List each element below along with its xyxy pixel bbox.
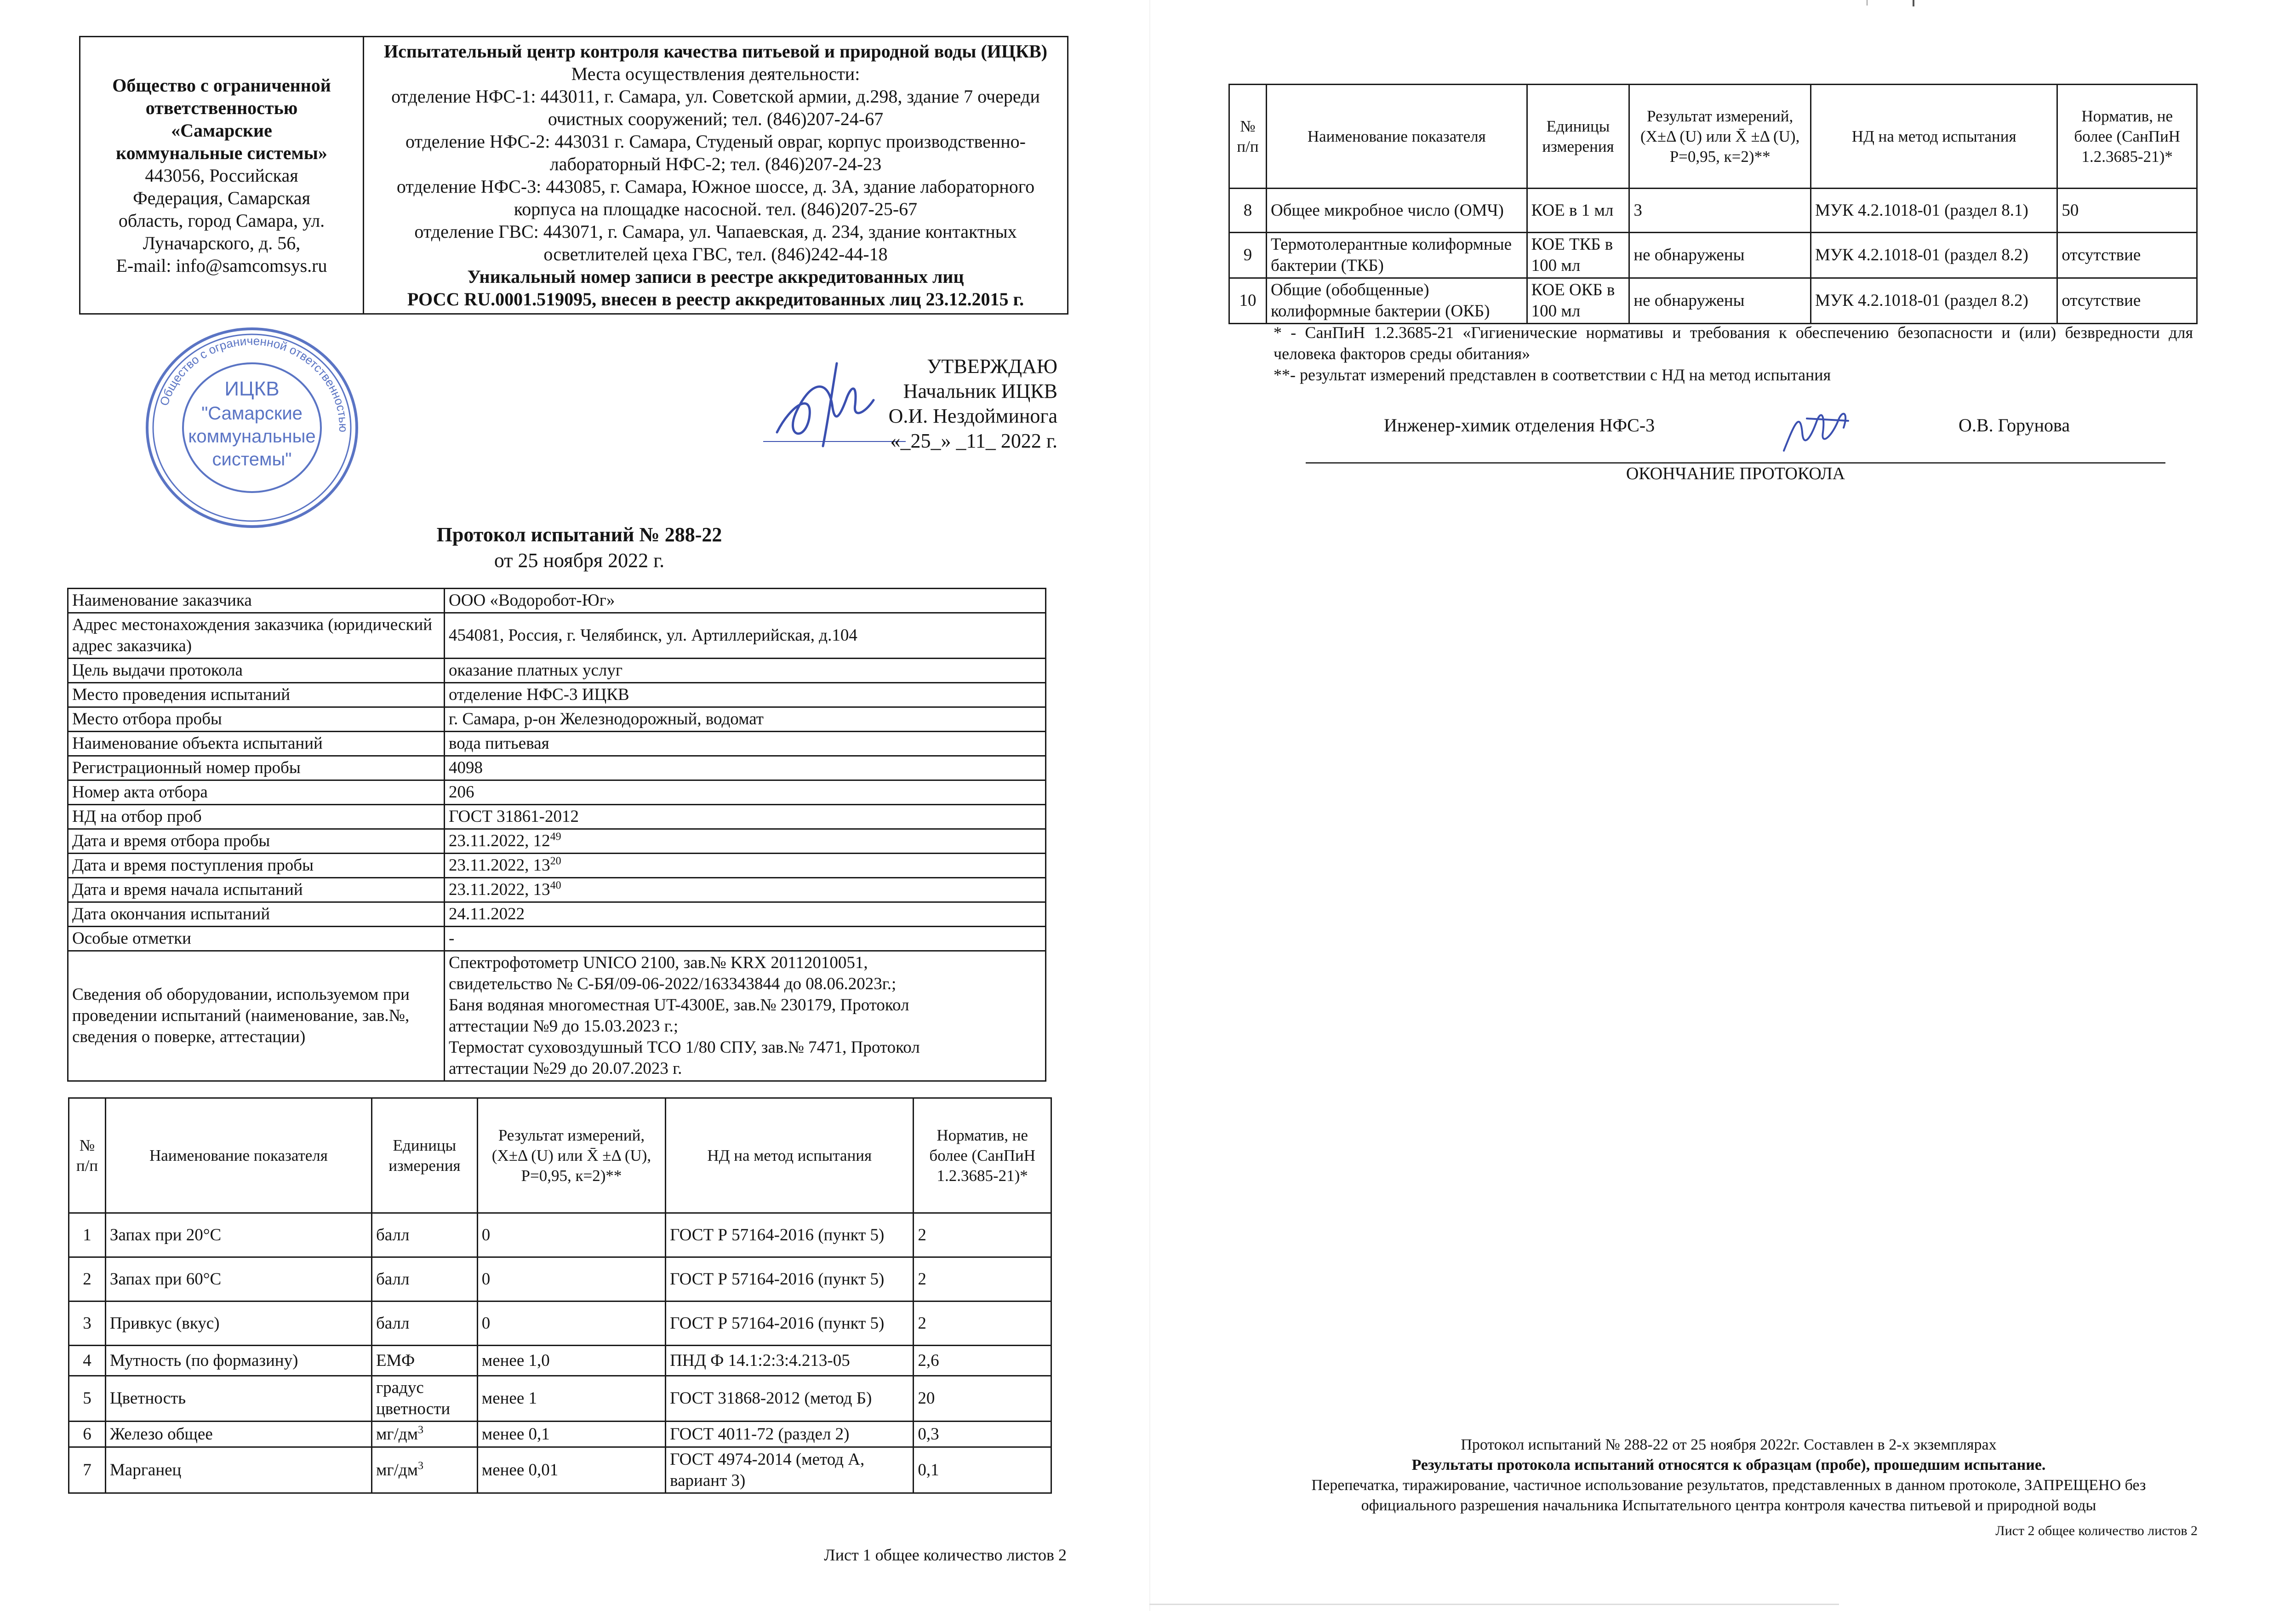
row-num: 8 xyxy=(1229,189,1267,233)
time-minutes: 40 xyxy=(550,879,561,892)
row-name: Железо общее xyxy=(105,1422,371,1447)
row-num: 9 xyxy=(1229,233,1267,278)
info-key: Дата и время отбора пробы xyxy=(68,829,445,854)
info-value: оказание платных услуг xyxy=(445,659,1046,683)
organization-cell xyxy=(80,37,364,314)
info-key: Наименование объекта испытаний xyxy=(68,732,445,756)
unit-text: мг/дм xyxy=(376,1460,418,1479)
footnote-result: **- результат измерений представлен в соответствии с НД на метод испытания xyxy=(1274,366,1831,384)
info-key: Цель выдачи протокола xyxy=(68,659,445,683)
info-key: Дата окончания испытаний xyxy=(68,902,445,927)
info-value-text: 23.11.2022, 12 xyxy=(449,831,550,850)
info-key: Адрес местонахождения заказчика (юридический адрес заказчика) xyxy=(68,613,445,659)
row-method: ГОСТ 4011-72 (раздел 2) xyxy=(666,1422,914,1447)
row-name: Общее микробное число (ОМЧ) xyxy=(1266,189,1527,233)
org-line: Общество с ограниченной xyxy=(112,75,331,96)
result-row xyxy=(69,1447,1051,1493)
sample-info-table xyxy=(67,588,1046,1082)
row-name: Привкус (вкус) xyxy=(105,1301,371,1346)
info-value xyxy=(445,878,1046,902)
col-unit: Единицы измерения xyxy=(1527,85,1629,189)
col-norm: Норматив, не более (СанПиН 1.2.3685-21)* xyxy=(914,1098,1051,1213)
info-row xyxy=(68,805,1046,829)
row-num: 5 xyxy=(69,1376,106,1422)
engineer-role: Инженер-химик отделения НФС-3 xyxy=(1384,415,1655,436)
unit-power: 3 xyxy=(418,1460,424,1472)
row-name: Запах при 20°С xyxy=(105,1213,371,1257)
organization-header xyxy=(79,36,1068,315)
row-num: 2 xyxy=(69,1257,106,1301)
footnotes xyxy=(1274,322,2193,385)
row-method: ГОСТ Р 57164-2016 (пункт 5) xyxy=(666,1257,914,1301)
info-row xyxy=(68,589,1046,613)
org-line: область, город Самара, ул. xyxy=(118,210,325,231)
row-norm: 0,3 xyxy=(914,1422,1051,1447)
row-result: менее 0,1 xyxy=(477,1422,665,1447)
fold-line xyxy=(1149,0,1150,1611)
center-line: корпуса на площадке насосной. тел. (846)207-25-67 xyxy=(514,199,918,219)
org-line: Луначарского, д. 56, xyxy=(143,232,301,253)
row-unit: балл xyxy=(371,1257,477,1301)
row-num: 7 xyxy=(69,1447,106,1493)
row-method: МУК 4.2.1018-01 (раздел 8.1) xyxy=(1811,189,2057,233)
stamp-center-text: "Самарские xyxy=(201,403,303,424)
center-line: отделение НФС-2: 443031 г. Самара, Студеный овраг, корпус производственно- xyxy=(406,131,1026,152)
protocol-title-block xyxy=(322,522,837,573)
equipment-line: Термостат суховоздушный ТСО 1/80 СПУ, зав.№ 7471, Протокол xyxy=(449,1038,920,1057)
info-value: 4098 xyxy=(445,756,1046,780)
signature-stroke xyxy=(1784,414,1848,451)
info-key: Регистрационный номер пробы xyxy=(68,756,445,780)
row-result: 0 xyxy=(477,1213,665,1257)
approval-line: УТВЕРЖДАЮ xyxy=(927,355,1057,378)
result-row xyxy=(69,1346,1051,1376)
results-header-row xyxy=(1229,85,2197,189)
info-key: Номер акта отбора xyxy=(68,780,445,805)
row-num: 10 xyxy=(1229,278,1267,324)
equipment-line: аттестации №9 до 15.03.2023 г.; xyxy=(449,1017,679,1036)
row-norm: 2 xyxy=(914,1301,1051,1346)
col-norm: Норматив, не более (СанПиН 1.2.3685-21)* xyxy=(2057,85,2197,189)
org-line: коммунальные системы» xyxy=(116,142,327,163)
row-result: менее 0,01 xyxy=(477,1447,665,1493)
row-result: 0 xyxy=(477,1257,665,1301)
info-key: Дата и время поступления пробы xyxy=(68,854,445,878)
col-name: Наименование показателя xyxy=(1266,85,1527,189)
info-row xyxy=(68,780,1046,805)
info-row xyxy=(68,683,1046,707)
protocol-end: ОКОНЧАНИЕ ПРОТОКОЛА xyxy=(1626,464,1845,483)
info-value-text: 23.11.2022, 13 xyxy=(449,856,550,875)
info-value: ООО «Водоробот-Юг» xyxy=(445,589,1046,613)
org-line: Федерация, Самарская xyxy=(133,187,310,208)
org-line: 443056, Российская xyxy=(145,165,298,186)
center-line: очистных сооружений; тел. (846)207-24-67 xyxy=(548,109,884,129)
stamp-center-text: системы" xyxy=(212,449,292,470)
info-row xyxy=(68,732,1046,756)
unit-text: мг/дм xyxy=(376,1424,418,1444)
row-unit: балл xyxy=(371,1301,477,1346)
row-name: Мутность (по формазину) xyxy=(105,1346,371,1376)
test-center-title: Испытательный центр контроля качества питьевой и природной воды (ИЦКВ) xyxy=(384,41,1047,62)
equipment-line: Баня водяная многоместная UT-4300E, зав.№ 230179, Протокол xyxy=(449,996,909,1015)
row-norm: 20 xyxy=(914,1376,1051,1422)
result-row xyxy=(69,1422,1051,1447)
result-row xyxy=(1229,233,2197,278)
row-result: менее 1 xyxy=(477,1376,665,1422)
row-num: 6 xyxy=(69,1422,106,1447)
info-value xyxy=(445,829,1046,854)
approval-block xyxy=(717,354,1057,453)
row-unit: КОЕ ТКБ в 100 мл xyxy=(1527,233,1629,278)
row-result: 3 xyxy=(1629,189,1811,233)
row-norm: 50 xyxy=(2057,189,2197,233)
result-row xyxy=(69,1213,1051,1257)
footer-line: Протокол испытаний № 288-22 от 25 ноября 2022г. Составлен в 2-х экземплярах xyxy=(1461,1436,1997,1453)
info-value xyxy=(445,854,1046,878)
time-minutes: 49 xyxy=(550,831,561,843)
row-unit: КОЕ в 1 мл xyxy=(1527,189,1629,233)
row-method: ГОСТ 4974-2014 (метод А, вариант 3) xyxy=(666,1447,914,1493)
info-key: Особые отметки xyxy=(68,927,445,951)
center-line: осветлителей цеха ГВС, тел. (846)242-44-18 xyxy=(543,244,888,264)
row-norm: отсутствие xyxy=(2057,278,2197,324)
col-result: Результат измерений, (X±Δ (U) или X̄ ±Δ (U), P=0,95, к=2)** xyxy=(477,1098,665,1213)
results-header-row xyxy=(69,1098,1051,1213)
info-value: вода питьевая xyxy=(445,732,1046,756)
equipment-line: свидетельство № С-БЯ/09-06-2022/163343844 до 08.06.2023г.; xyxy=(449,975,897,993)
result-row xyxy=(1229,189,2197,233)
info-key: Наименование заказчика xyxy=(68,589,445,613)
test-center-cell xyxy=(364,37,1068,314)
row-norm: 2 xyxy=(914,1213,1051,1257)
stamp-center-text: коммунальные xyxy=(188,426,316,447)
info-row xyxy=(68,927,1046,951)
row-norm: отсутствие xyxy=(2057,233,2197,278)
row-result: 0 xyxy=(477,1301,665,1346)
org-line: E-mail: info@samcomsys.ru xyxy=(116,255,327,276)
info-row xyxy=(68,756,1046,780)
row-norm: 2,6 xyxy=(914,1346,1051,1376)
info-key: Место проведения испытаний xyxy=(68,683,445,707)
footer-line: Перепечатка, тиражирование, частичное использование результатов, представленных в данном протоколе, ЗАПРЕЩЕНО без xyxy=(1311,1477,2146,1494)
row-num: 3 xyxy=(69,1301,106,1346)
registry-line: РОСС RU.0001.519095, внесен в реестр аккредитованных лиц 23.12.2015 г. xyxy=(407,289,1024,310)
approval-date: «_25_» _11_ 2022 г. xyxy=(890,430,1057,452)
info-row xyxy=(68,707,1046,732)
row-unit xyxy=(371,1422,477,1447)
center-line: лабораторный НФС-2; тел. (846)207-24-23 xyxy=(549,154,882,174)
row-method: МУК 4.2.1018-01 (раздел 8.2) xyxy=(1811,233,2057,278)
approval-line: Начальник ИЦКВ xyxy=(903,380,1057,402)
stamp-ring-text: Общество с ограниченной ответственностью xyxy=(157,333,351,432)
info-key: НД на отбор проб xyxy=(68,805,445,829)
equipment-row xyxy=(68,951,1046,1081)
org-line: ответственностью xyxy=(145,97,298,118)
equipment-key: Сведения об оборудовании, используемом при проведении испытаний (наименование, зав.№, сведения о поверке, аттестации) xyxy=(68,951,445,1081)
row-method: ПНД Ф 14.1:2:3:4.213-05 xyxy=(666,1346,914,1376)
results-table-page-2 xyxy=(1228,84,2198,324)
row-name: Общие (обобщенные) колиформные бактерии (ОКБ) xyxy=(1266,278,1527,324)
col-num: № п/п xyxy=(1229,85,1267,189)
info-value-text: 23.11.2022, 13 xyxy=(449,880,550,899)
row-method: МУК 4.2.1018-01 (раздел 8.2) xyxy=(1811,278,2057,324)
info-row xyxy=(68,829,1046,854)
info-key: Дата и время начала испытаний xyxy=(68,878,445,902)
center-line: отделение ГВС: 443071, г. Самара, ул. Чапаевская, д. 234, здание контактных xyxy=(414,221,1017,242)
col-name: Наименование показателя xyxy=(105,1098,371,1213)
info-row xyxy=(68,613,1046,659)
center-line: отделение НФС-1: 443011, г. Самара, ул. Советской армии, д.298, здание 7 очереди xyxy=(391,86,1040,107)
footnote-sanpin: * - СанПиН 1.2.3685-21 «Гигиенические нормативы и требования к обеспечению безопасности и (или) безвредности для человека факторов среды обитания» xyxy=(1274,323,2193,363)
row-method: ГОСТ Р 57164-2016 (пункт 5) xyxy=(666,1213,914,1257)
row-name: Цветность xyxy=(105,1376,371,1422)
unit-power: 3 xyxy=(418,1424,424,1436)
protocol-title: Протокол испытаний № 288-22 xyxy=(436,523,722,546)
organization-stamp xyxy=(137,322,367,533)
scan-mark xyxy=(1867,0,1868,6)
equipment-line: Спектрофотометр UNICO 2100, зав.№ KRX 20112010051, xyxy=(449,953,868,972)
info-row xyxy=(68,659,1046,683)
row-unit: градус цветности xyxy=(371,1376,477,1422)
footer-line: Результаты протокола испытаний относятся к образцам (пробе), прошедшим испытание. xyxy=(1411,1456,2046,1473)
row-method: ГОСТ 31868-2012 (метод Б) xyxy=(666,1376,914,1422)
equipment-line: аттестации №29 до 20.07.2023 г. xyxy=(449,1059,682,1078)
sheet-number: Лист 2 общее количество листов 2 xyxy=(1995,1523,2198,1538)
row-norm: 2 xyxy=(914,1257,1051,1301)
stamp-center-text: ИЦКВ xyxy=(224,378,280,400)
info-value: ГОСТ 31861-2012 xyxy=(445,805,1046,829)
row-name: Запах при 60°С xyxy=(105,1257,371,1301)
sheet-number: Лист 1 общее количество листов 2 xyxy=(824,1546,1067,1564)
row-unit xyxy=(371,1447,477,1493)
row-num: 4 xyxy=(69,1346,106,1376)
engineer-name: О.В. Горунова xyxy=(1959,415,2070,436)
info-value: 24.11.2022 xyxy=(445,902,1046,927)
row-result: не обнаружены xyxy=(1629,278,1811,324)
center-line: отделение НФС-3: 443085, г. Самара, Южное шоссе, д. 3А, здание лабораторного xyxy=(396,176,1035,197)
row-method: ГОСТ Р 57164-2016 (пункт 5) xyxy=(666,1301,914,1346)
col-method: НД на метод испытания xyxy=(666,1098,914,1213)
row-norm: 0,1 xyxy=(914,1447,1051,1493)
info-key: Место отбора пробы xyxy=(68,707,445,732)
protocol-footer xyxy=(1260,1435,2198,1516)
registry-line: Уникальный номер записи в реестре аккредитованных лиц xyxy=(467,266,964,287)
info-value: 206 xyxy=(445,780,1046,805)
row-result: менее 1,0 xyxy=(477,1346,665,1376)
info-row xyxy=(68,854,1046,878)
equipment-value xyxy=(445,951,1046,1081)
protocol-date: от 25 ноября 2022 г. xyxy=(494,549,665,572)
results-table-page-1 xyxy=(68,1097,1052,1494)
col-num: № п/п xyxy=(69,1098,106,1213)
time-minutes: 20 xyxy=(550,855,561,867)
col-unit: Единицы измерения xyxy=(371,1098,477,1213)
col-result: Результат измерений, (X±Δ (U) или X̄ ±Δ (U), P=0,95, к=2)** xyxy=(1629,85,1811,189)
engineer-signature xyxy=(1775,400,1857,460)
result-row xyxy=(1229,278,2197,324)
row-num: 1 xyxy=(69,1213,106,1257)
result-row xyxy=(69,1301,1051,1346)
row-unit: балл xyxy=(371,1213,477,1257)
col-method: НД на метод испытания xyxy=(1811,85,2057,189)
row-unit: КОЕ ОКБ в 100 мл xyxy=(1527,278,1629,324)
row-unit: ЕМФ xyxy=(371,1346,477,1376)
approval-line: О.И. Нездойминога xyxy=(888,405,1057,427)
scan-edge xyxy=(1149,1604,1839,1605)
row-name: Термотолерантные колиформные бактерии (ТКБ) xyxy=(1266,233,1527,278)
info-value: 454081, Россия, г. Челябинск, ул. Артиллерийская, д.104 xyxy=(445,613,1046,659)
info-row xyxy=(68,902,1046,927)
info-value: - xyxy=(445,927,1046,951)
footer-line: официального разрешения начальника Испытательного центра контроля качества питьевой и природной воды xyxy=(1361,1497,2096,1514)
row-result: не обнаружены xyxy=(1629,233,1811,278)
result-row xyxy=(69,1257,1051,1301)
info-row xyxy=(68,878,1046,902)
info-value: отделение НФС-3 ИЦКВ xyxy=(445,683,1046,707)
center-line: Места осуществления деятельности: xyxy=(571,63,860,84)
result-row xyxy=(69,1376,1051,1422)
scan-mark xyxy=(1913,0,1914,6)
row-name: Марганец xyxy=(105,1447,371,1493)
org-line: «Самарские xyxy=(171,120,272,141)
engineer-signoff xyxy=(1384,414,2119,437)
info-value: г. Самара, р-он Железнодорожный, водомат xyxy=(445,707,1046,732)
